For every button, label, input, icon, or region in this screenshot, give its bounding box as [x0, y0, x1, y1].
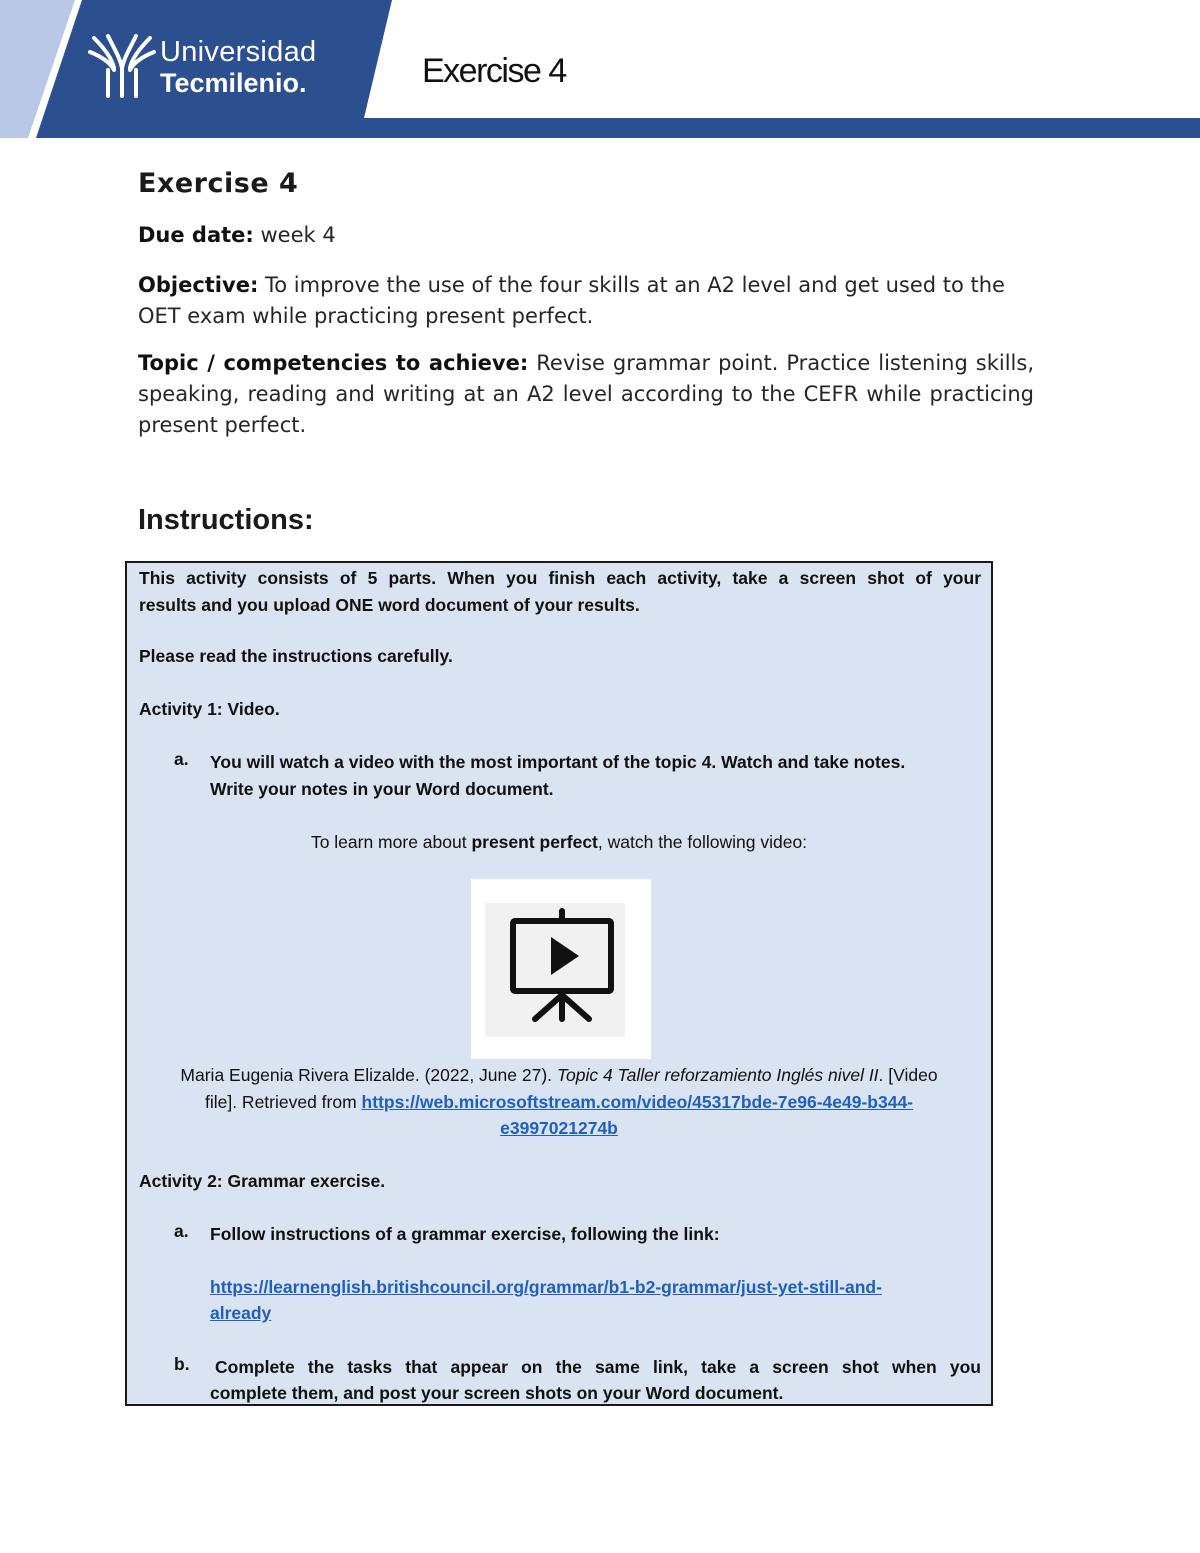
citation-retrieved: file]. Retrieved from	[204, 1092, 362, 1112]
intro-line-1: This activity consists of 5 parts. When you finish each activity, take a screen shot of your	[139, 568, 981, 588]
video-thumbnail[interactable]	[471, 879, 651, 1059]
video-citation-line-2	[127, 1089, 991, 1116]
activity1-item-a-line-2: Write your notes in your Word document.	[210, 779, 554, 799]
activity1-item-a-line-1: You will watch a video with the most important of the topic 4. Watch and take notes.	[210, 752, 906, 772]
grammar-link-line-1	[210, 1274, 882, 1301]
page-header	[0, 0, 1200, 140]
activity2-heading: Activity 2: Grammar exercise.	[139, 1171, 386, 1191]
learn-more-post: , watch the following video:	[597, 832, 808, 852]
activity1-heading: Activity 1: Video.	[139, 699, 280, 719]
video-link-continued[interactable]: e3997021274b	[500, 1118, 618, 1138]
intro-line-2: results and you upload ONE word document of your results.	[139, 595, 640, 615]
video-citation-line-1	[127, 1062, 991, 1089]
grammar-exercise-link[interactable]: https://learnenglish.britishcouncil.org/grammar/b1-b2-grammar/just-yet-still-and-	[210, 1277, 882, 1297]
tecmilenio-logo-icon	[88, 34, 156, 100]
citation-title: Topic 4 Taller reforzamiento Inglés nivel II	[556, 1065, 879, 1085]
grammar-exercise-link-continued[interactable]: already	[210, 1303, 272, 1323]
due-date-value: week 4	[253, 223, 336, 247]
objective-label: Objective:	[138, 273, 259, 297]
objective-text: To improve the use of the four skills at an A2 level and get used to the OET exam while practicing present perfect.	[138, 273, 1005, 328]
due-date	[138, 220, 1034, 251]
activity2-item-b-marker: b.	[174, 1354, 190, 1374]
topic-text: Revise grammar point. Practice listening skills, speaking, reading and writing at an A2 level according to the CEFR while practicing present perfect.	[138, 351, 1034, 437]
video-link[interactable]: https://web.microsoftstream.com/video/45317bde-7e96-4e49-b344-	[361, 1092, 914, 1112]
activity2-item-a-text: Follow instructions of a grammar exercise, following the link:	[210, 1224, 720, 1244]
video-presentation-icon	[507, 907, 617, 1025]
learn-more-text	[127, 829, 991, 856]
topic-label: Topic / competencies to achieve:	[138, 351, 529, 375]
objective	[138, 270, 1034, 332]
instructions-box	[125, 561, 993, 1406]
due-date-label: Due date:	[138, 223, 254, 247]
grammar-link-line-2	[210, 1300, 271, 1327]
read-carefully-text: Please read the instructions carefully.	[139, 646, 453, 666]
citation-author: Maria Eugenia Rivera Elizalde. (2022, June 27).	[180, 1065, 557, 1085]
learn-more-pre: To learn more about	[310, 832, 472, 852]
citation-type: . [Video	[878, 1065, 938, 1085]
logo-text-tecmilenio: Tecmilenio.	[160, 68, 307, 98]
video-citation-line-3	[127, 1115, 991, 1142]
activity1-item-a-marker: a.	[174, 749, 189, 769]
page-title: Exercise 4	[138, 168, 299, 199]
logo-text-universidad: Universidad	[160, 36, 317, 68]
university-logo	[88, 34, 338, 100]
instructions-heading: Instructions:	[138, 504, 314, 536]
learn-more-topic: present perfect	[471, 832, 598, 852]
activity2-item-a-marker: a.	[174, 1221, 189, 1241]
activity2-item-b-line-1: Complete the tasks that appear on the same link, take a screen shot when you	[215, 1357, 981, 1377]
header-title: Exercise 4	[422, 52, 566, 90]
topic-competencies	[138, 348, 1034, 441]
activity2-item-b-line-2: complete them, and post your screen shots on your Word document.	[210, 1383, 784, 1403]
